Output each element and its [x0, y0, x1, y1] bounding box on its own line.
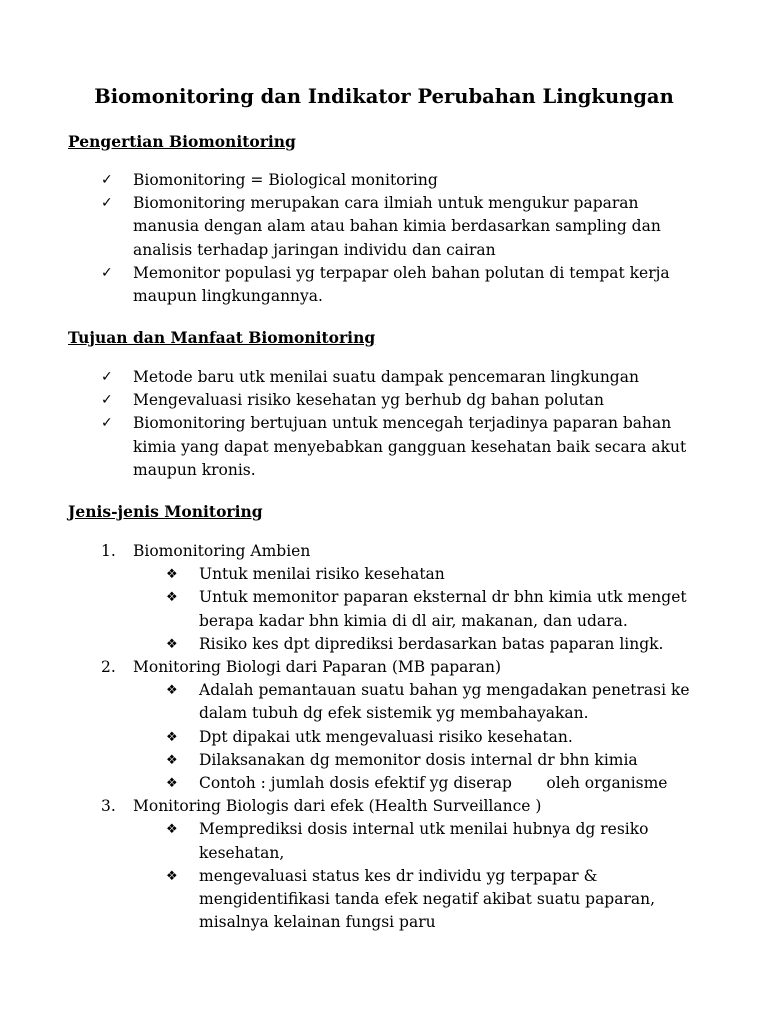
- diamond-bullet-icon: ❖: [166, 567, 178, 583]
- item-number: 3.: [101, 797, 116, 816]
- item-number: 2.: [101, 658, 116, 677]
- diamond-bullet-icon: ❖: [166, 590, 178, 606]
- sub-item-text: Contoh : jumlah dosis efektif yg diserap oleh organisme: [199, 774, 668, 793]
- sub-item: [0, 818, 768, 864]
- list-item-text: Biomonitoring = Biological monitoring: [133, 171, 438, 189]
- diamond-bullet-icon: ❖: [166, 868, 178, 884]
- sub-item: [0, 633, 768, 656]
- list-item: [0, 262, 768, 308]
- diamond-bullet-icon: ❖: [166, 729, 178, 745]
- section-heading-tujuan: Tujuan dan Manfaat Biomonitoring: [68, 328, 376, 347]
- sub-item: [0, 563, 768, 586]
- section-heading-jenis: Jenis-jenis Monitoring: [68, 502, 263, 521]
- sub-item: [0, 749, 768, 772]
- sub-item-text: Dilaksanakan dg memonitor dosis internal dr bhn kimia: [199, 750, 638, 769]
- list-item-text: Memonitor populasi yg terpapar oleh bahan polutan di tempat kerja maupun lingkungannya.: [133, 263, 670, 306]
- sub-item-text: Risiko kes dpt diprediksi berdasarkan batas paparan lingk.: [199, 634, 664, 653]
- numbered-item: [0, 540, 768, 563]
- item-number: 1.: [101, 542, 116, 560]
- sub-item: [0, 679, 768, 725]
- list-item: [0, 389, 768, 412]
- list-item-text: Metode baru utk menilai suatu dampak pencemaran lingkungan: [133, 368, 639, 386]
- diamond-bullet-icon: ❖: [166, 683, 178, 699]
- sub-item: [0, 726, 768, 749]
- section-heading-pengertian: Pengertian Biomonitoring: [68, 132, 296, 151]
- sub-item: [0, 772, 768, 795]
- numbered-item-label: Monitoring Biologis dari efek (Health Surveillance ): [133, 797, 542, 816]
- diamond-bullet-icon: ❖: [166, 752, 178, 768]
- sub-item: [0, 586, 768, 632]
- checkmark-icon: ✓: [101, 195, 113, 212]
- sub-item-text: Memprediksi dosis internal utk menilai hubnya dg resiko kesehatan,: [199, 820, 649, 862]
- diamond-bullet-icon: ❖: [166, 776, 178, 792]
- sub-item: [0, 865, 768, 935]
- numbered-item: [0, 795, 768, 818]
- numbered-item: [0, 656, 768, 679]
- list-item: [0, 366, 768, 389]
- diamond-bullet-icon: ❖: [166, 822, 178, 838]
- checkmark-icon: ✓: [101, 369, 113, 385]
- sub-item-text: mengevaluasi status kes dr individu yg terpapar & mengidentifikasi tanda efek negatif akibat suatu paparan, misalnya kelainan fungsi paru: [199, 866, 656, 932]
- checkmark-icon: ✓: [101, 392, 113, 409]
- checkmark-icon: ✓: [101, 415, 113, 432]
- list-item: [0, 169, 768, 192]
- list-tujuan: [0, 366, 768, 482]
- list-item: [0, 412, 768, 482]
- diamond-bullet-icon: ❖: [166, 636, 178, 652]
- list-item: [0, 192, 768, 262]
- list-pengertian: [0, 169, 768, 308]
- checkmark-icon: ✓: [101, 172, 113, 188]
- sub-item-text: Untuk menilai risiko kesehatan: [199, 565, 445, 584]
- numbered-item-label: Biomonitoring Ambien: [133, 542, 311, 560]
- list-item-text: Biomonitoring bertujuan untuk mencegah terjadinya paparan bahan kimia yang dapat menyebabkan gangguan kesehatan baik secara akut maupun kronis.: [133, 414, 687, 479]
- sub-item-text: Untuk memonitor paparan eksternal dr bhn kimia utk menget berapa kadar bhn kimia di dl air, makanan, dan udara.: [199, 588, 687, 630]
- sub-item-text: Dpt dipakai utk mengevaluasi risiko kesehatan.: [199, 727, 573, 746]
- document-title: Biomonitoring dan Indikator Perubahan Lingkungan: [94, 85, 674, 108]
- list-jenis: [0, 540, 768, 934]
- numbered-item-label: Monitoring Biologi dari Paparan (MB paparan): [133, 658, 502, 677]
- checkmark-icon: ✓: [101, 264, 113, 281]
- list-item-text: Mengevaluasi risiko kesehatan yg berhub dg bahan polutan: [133, 391, 605, 410]
- sub-item-text: Adalah pemantauan suatu bahan yg mengadakan penetrasi ke dalam tubuh dg efek sistemik yg membahayakan.: [199, 681, 690, 723]
- list-item-text: Biomonitoring merupakan cara ilmiah untuk mengukur paparan manusia dengan alam atau bahan kimia berdasarkan sampling dan analisis terhadap jaringan individu dan cairan: [133, 194, 661, 259]
